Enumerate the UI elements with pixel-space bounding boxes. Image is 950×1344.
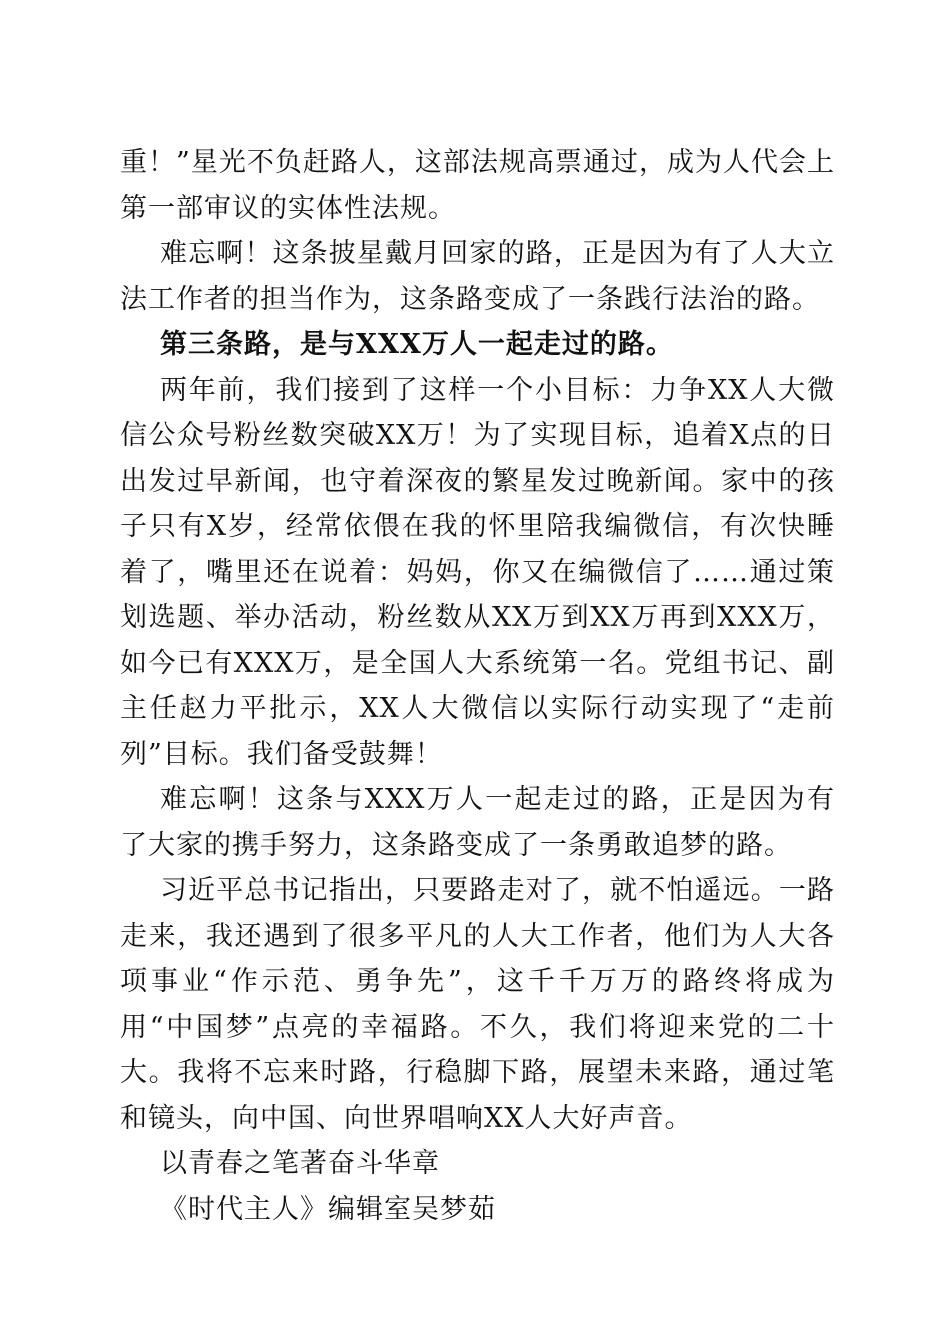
next-article-author: 《时代主人》编辑室吴梦茹 xyxy=(160,1193,496,1225)
paragraph-conclusion: 习近平总书记指出，只要路走对了，就不怕遥远。一路走来，我还遇到了很多平凡的人大工作者，他们为人大各项事业“作示范、勇争先”，这千千万万的路终将成为用“中国梦”点亮的幸福路。不久，我们将迎来党的二十大。我将不忘来时路，行稳脚下路，展望未来路，通过笔和镜头，向中国、向世界唱响XX人大好声音。 xyxy=(120,875,835,1134)
section-heading-third-road: 第三条路，是与XXX万人一起走过的路。 xyxy=(160,329,674,360)
document-page xyxy=(120,140,835,1232)
next-article-title: 以青春之笔著奋斗华章 xyxy=(160,1148,440,1179)
paragraph-continuation: 重！”星光不负赶路人，这部法规高票通过，成为人代会上第一部审议的实体性法规。 xyxy=(120,147,835,224)
paragraph-legislation-road: 难忘啊！这条披星戴月回家的路，正是因为有了人大立法工作者的担当作为，这条路变成了一条践行法治的路。 xyxy=(120,238,835,315)
paragraph-dream-road: 难忘啊！这条与XXX万人一起走过的路，正是因为有了大家的携手努力，这条路变成了一条勇敢追梦的路。 xyxy=(120,784,835,861)
paragraph-wechat-story: 两年前，我们接到了这样一个小目标：力争XX人大微信公众号粉丝数突破XX万！为了实现目标，追着X点的日出发过早新闻，也守着深夜的繁星发过晚新闻。家中的孩子只有X岁，经常依偎在我的怀里陪我编微信，有次快睡着了，嘴里还在说着：妈妈，你又在编微信了……通过策划选题、举办活动，粉丝数从XX万到XX万再到XXX万，如今已有XXX万，是全国人大系统第一名。党组书记、副主任赵力平批示，XX人大微信以实际行动实现了“走前列”目标。我们备受鼓舞！ xyxy=(120,374,835,770)
